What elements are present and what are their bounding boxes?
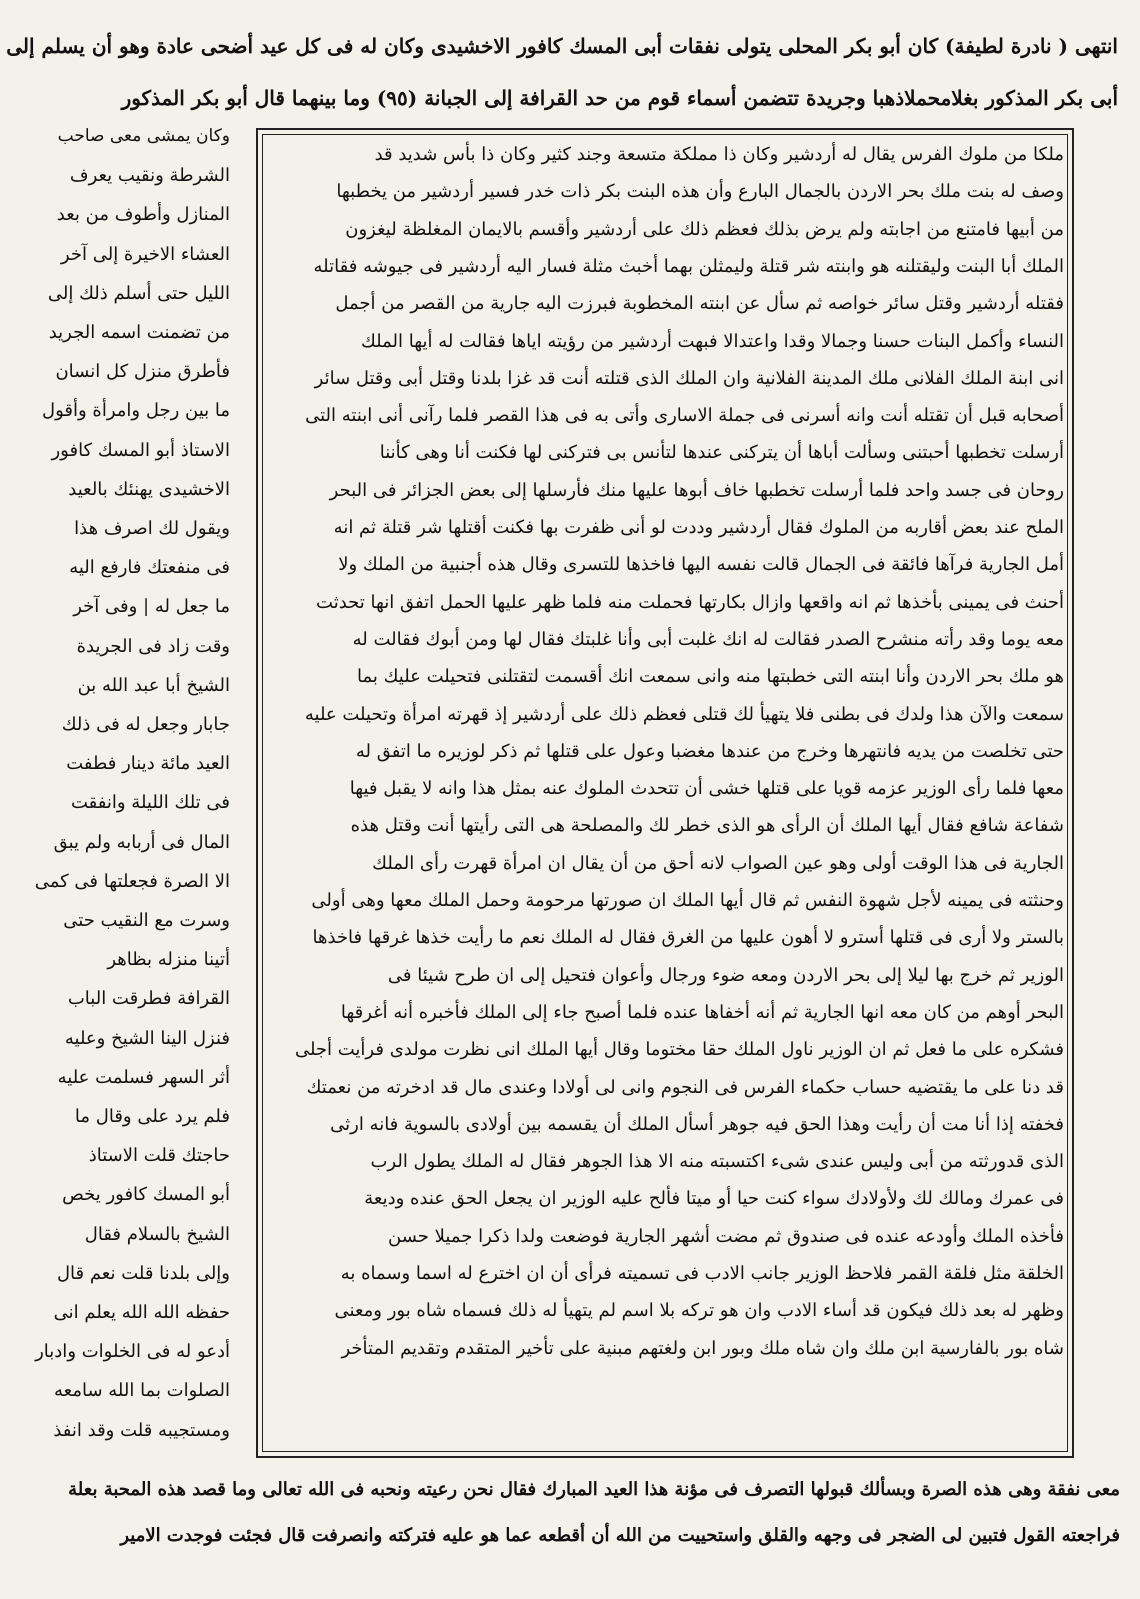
main-text-line: فقتله أردشير وقتل سائر خواصه ثم سأل عن ابنته المخطوبة فبرزت اليه جارية من القصر من أجمل (335, 293, 1064, 315)
side-column-line: من تضمنت اسمه الجريد (48, 322, 230, 343)
side-column-line: ومستجيبه قلت وقد انفذ (53, 1419, 230, 1441)
side-column-line: حاجتك قلت الاستاذ (88, 1145, 230, 1167)
side-column-line: الليل حتى أسلم ذلك إلى (47, 282, 230, 304)
side-column-line: وسرت مع النقيب حتى (63, 910, 230, 931)
main-text-line: الجارية فى هذا الوقت أولى وهو عين الصواب لانه أحق من أن يقال ان امرأة قهرت رأى الملك (372, 852, 1064, 874)
main-text-line: البحر أوهم من كان معه انها الجارية ثم أنه أخفاها عنده فلما أصبح جاء إلى الملك فأخبره أنه أغرقها (340, 1001, 1064, 1023)
main-text-line: من أبيها فامتنع من اجابته ولم يرض بذلك فعظم ذلك على أردشير وأقسم بالايمان المغلظة ليغزون (345, 218, 1064, 240)
main-text-line: الوزير ثم خرج بها ليلا إلى بحر الاردن ومعه ضوء ورجال وأعوان فتحيل إلى ان طرح شيئا فى (387, 964, 1064, 986)
main-text-line: وحنثته فى يمينه لأجل شهوة النفس ثم قال أيها الملك ان صورتها مرحومة وحمل الملك معها وهى أولى (311, 890, 1064, 911)
side-column-line: أتينا منزله بظاهر (107, 949, 230, 971)
side-column-line: فنزل الينا الشيخ وعليه (64, 1027, 230, 1049)
main-text-line: شفاعة شافع فقال أيها الملك أن الرأى هو الذى خطر لك والمصلحة هى التى رأيتها أنت وقتل هذه (350, 815, 1064, 837)
main-text-line: أرسلت تخطبها أحبتنى وسألت أباها أن يتركنى عندها لتأنس بى فتركنى لها فكنت أنا وهى كأننا (379, 442, 1064, 464)
main-text-line: الخلقة مثل فلقة القمر فلاحظ الوزير جانب الادب فى تسميته فرأى أن ان اخترع له اسما وسماه به (340, 1263, 1064, 1284)
side-column-line: المنازل وأطوف من بعد (56, 204, 230, 226)
main-text-line: سمعت والآن هذا ولدك فى بطنى فلا يتهيأ لك قتلى فعظم ذلك على أردشير إذ قهرته امرأة وتحيلت عليه (304, 703, 1064, 725)
footer-line-1: معى نفقة وهى هذه الصرة وبسألك قبولها التصرف فى مؤنة هذا العيد المبارك فقال نحن رعيته ونحبه فى الله تعالى وما قصد هذه المحبة بعلة (68, 1479, 1120, 1500)
side-column-line: فى تلك الليلة وانفقت (71, 792, 230, 814)
side-column-line: الا الصرة فجعلتها فى كمى (34, 870, 230, 892)
side-column-line: الصلوات بما الله سامعه (53, 1380, 230, 1402)
header-line-1: انتهى ( نادرة لطيفة) كان أبو بكر المحلى يتولى نفقات أبى المسك كافور الاخشيدى وكان له فى كل عيد أضحى عادة وهو أن يسلم إلى (6, 34, 1118, 58)
main-text-line: هو ملك بحر الاردن وأنا ابنته التى خطبتها منه وانى سمعت انك أقسمت لتقتلنى فتحيلت عليك بما (356, 666, 1064, 688)
side-column-line: أثر السهر فسلمت عليه (57, 1066, 230, 1088)
side-column-line: المال فى أربابه ولم يبق (53, 831, 230, 853)
side-column-line: القرافة فطرقت الباب (67, 988, 230, 1010)
main-text-line: فأخذه الملك وأودعه عنده فى صندوق ثم مضت أشهر الجارية فوضعت ولدا ذكرا جميلا حسن (388, 1225, 1064, 1247)
side-column-line: الشرطة ونقيب يعرف (69, 165, 230, 187)
side-column-line: أدعو له فى الخلوات وادبار (35, 1341, 230, 1363)
side-column-line: العشاء الاخيرة إلى آخر (60, 243, 230, 265)
main-text-line: معه يوما وقد رأته منشرح الصدر فقالت له انك غلبت أبى وأنا غلبتك فقال لها ومن أبوك فقالت له (352, 628, 1064, 650)
main-text-line: الملح عند بعض أقاربه من الملوك فقال أردشير وددت لو أنى ظفرت بها فكنت أقتلها شر قتلة ثم انه (333, 517, 1064, 538)
main-text-line: شاه بور بالفارسية ابن ملك وان شاه ملك وبور ابن ولغتهم مبنية على تأخير المتقدم وتقديم المتأخر (341, 1337, 1064, 1359)
side-column-line: الشيخ أبا عبد الله بن (77, 674, 230, 696)
main-text-line: ملكا من ملوك الفرس يقال له أردشير وكان ذا مملكة متسعة وجند كثير وكان ذا بأس شديد قد (374, 144, 1064, 165)
main-text-line: وظهر له بعد ذلك فيكون قد أساء الادب وان هو تركه بلا اسم لم يتهيأ له ذلك فسماه شاه بور ومعنى (334, 1300, 1064, 1322)
main-text-line: حتى تخلصت من يديه فانتهرها وخرج من عندها مغضبا وعول على قتلها ثم ذكر لوزيره ما اتفق له (355, 740, 1064, 762)
side-column-line: جابار وجعل له فى ذلك (61, 714, 230, 735)
side-column-line: ما جعل له | وفى آخر (73, 596, 230, 618)
main-text-line: الذى قدورثته من أبى وليس عندى شىء اكتسبته منه الا هذا الجوهر فقال له الملك يطول الرب (370, 1151, 1064, 1173)
main-text-line: فخفته إذا أنا مت أن رأيت وهذا الحق فيه جوهر أسأل الملك أن يقسمه بين أولادى بالسوية فانه ارثى (330, 1113, 1064, 1135)
side-column-line: ما بين رجل وامرأة وأقول (42, 400, 230, 422)
side-column-line: وإلى بلدنا قلت نعم قال (56, 1262, 230, 1284)
main-text-line: أصحابه قبل أن تقتله أنت وانه أسرنى فى جملة الاسارى وأتى به فى هذا القصر فلما رآنى أنى ابنته التى (305, 405, 1064, 427)
main-text-line: الملك أبا البنت وليقتلنه هو وابنته شر قتلة وليمثلن بهما أخبث مثلة فسار اليه أردشير فى جيوشه فقاتله (313, 255, 1064, 277)
main-text-line: فى عمرك ومالك لك ولأولادك سواء كنت حيا أو ميتا فألح عليه الوزير ان يجعل الحق عنده وديعة (364, 1188, 1064, 1210)
side-column-line: حفظه الله الله يعلم انى (53, 1302, 230, 1323)
side-column-line: فلم يرد على وقال ما (74, 1106, 230, 1127)
main-text-line: فشكره على ما فعل ثم ان الوزير ناول الملك حقا مختوما وقال أيها الملك انى نظرت مولدى فرأيت أجلى (294, 1039, 1064, 1061)
side-column-line: ويقول لك اصرف هذا (74, 518, 230, 539)
main-text-line: انى ابنة الملك الفلانى ملك المدينة الفلانية وان الملك الذى قتلته أنت قد غزا بلدنا وقتل أبى وقتل سائر (314, 367, 1064, 389)
side-column-line: أبو المسك كافور يخص (62, 1184, 230, 1206)
header-line-2: أبى بكر المذكور بغلامحملاذهبا وجريدة تتضمن أسماء قوم من حد القرافة إلى الجبانة (٩٥) وما بينهما قال أبو بكر المذكور (121, 86, 1118, 110)
main-text-line: النساء وأكمل البنات حسنا وجمالا وقدا واعتدالا فبهت أردشير من رؤيته اياها فقالت له أيها الملك (361, 330, 1064, 352)
main-text-line: وصف له بنت ملك بحر الاردن بالجمال البارع وأن هذه البنت بكر ذات خدر فسير أردشير من يخطبها (336, 181, 1064, 203)
main-text-line: أحنث فى يمينى بأخذها ثم انه واقعها وازال بكارتها فحملت منه فلما ظهر عليها الحمل اتفق انها تحدثت (316, 591, 1064, 613)
main-text-line: قد دنا على ما يقتضيه حساب حكماء الفرس فى النجوم وانى لى أولادا وعندى مال قد ادخرته من نعمتك (306, 1076, 1064, 1098)
side-column-line: العيد مائة دينار فطفت (66, 753, 230, 775)
side-column-line: فأطرق منزل كل انسان (55, 361, 230, 383)
main-text-line: معها فلما رأى الوزير عزمه قويا على قتلها خشى أن تتحدث الملوك عنه بمثل هذا وانه لا يقبل فيها (349, 778, 1064, 800)
side-column-line: الشيخ بالسلام فقال (84, 1223, 230, 1245)
side-column-line: وقت زاد فى الجريدة (76, 635, 230, 657)
main-text-line: روحان فى جسد واحد فلما أرسلت تخطبها خاف أبوها عليها منك فأرسلها إلى بعض الجزائر فى البحر (329, 479, 1064, 501)
side-column-line: الاخشيدى يهنئك بالعيد (68, 478, 230, 500)
side-column-line: الاستاذ أبو المسك كافور (51, 439, 230, 461)
footer-line-2: فراجعته القول فتبين لى الضجر فى وجهه والقلق واستحييت من الله أن أقطعه عما هو عليه فتركته وانصرفت قال فجئت فوجدت الامير (120, 1525, 1120, 1546)
side-column-line: وكان يمشى معى صاحب (57, 126, 230, 146)
main-text-line: بالستر ولا أرى فى قتلها أسترو لا أهون عليها من الغرق فقال له الملك نعم ما رأيت خذها غرقها فاخذها (312, 927, 1064, 949)
main-text-line: أمل الجارية فرآها فائقة فى الجمال قالت نفسه اليها فاخذها للتسرى وقال هذه أجنبية من الملك ولا (338, 554, 1064, 576)
side-column-line: فى منفعتك فارفع اليه (69, 557, 230, 579)
